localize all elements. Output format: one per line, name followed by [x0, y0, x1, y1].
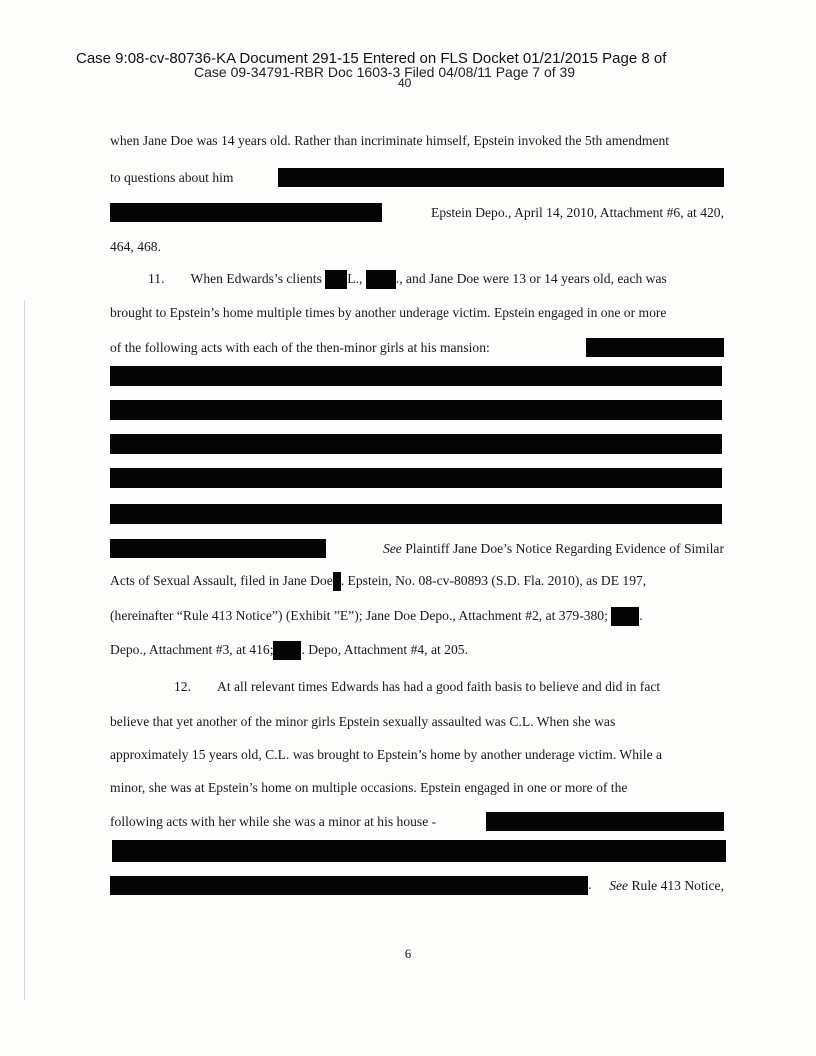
body-line-5: 11. When Edwards’s clients L., ., and Jane Doe were 13 or 14 years old, each was	[110, 270, 724, 289]
redaction-bar	[112, 840, 726, 862]
bankruptcy-header-stamp: Case 09-34791-RBR Doc 1603-3 Filed 04/08/11 Page 7 of 39	[194, 64, 576, 80]
redaction-block	[586, 338, 724, 357]
body-line-1: when Jane Doe was 14 years old. Rather than incriminate himself, Epstein invoked the 5th amendment	[110, 133, 670, 148]
page-total-stamp: 40	[398, 76, 412, 90]
redaction-bar	[110, 434, 722, 454]
paragraph-number: 12.	[174, 679, 191, 694]
redaction-block	[333, 572, 341, 591]
body-line-16: following acts with her while she was a minor at his house -	[110, 812, 724, 831]
redaction-bar	[110, 366, 722, 386]
body-line-8: See Plaintiff Jane Doe’s Notice Regarding Evidence of Similar	[110, 539, 724, 558]
redaction-bar	[110, 504, 722, 524]
body-line-12: 12. At all relevant times Edwards has had a good faith basis to believe and did in fact	[174, 679, 661, 694]
redaction-block	[278, 168, 724, 187]
body-line-11: Depo., Attachment #3, at 416; . Depo, Attachment #4, at 205.	[110, 641, 724, 660]
redaction-block	[325, 270, 347, 289]
body-line-18: . See Rule 413 Notice,	[110, 876, 724, 895]
body-line-4: 464, 468.	[110, 239, 161, 254]
body-line-6: brought to Epstein’s home multiple times by another underage victim. Epstein engaged in one or more	[110, 305, 667, 320]
body-line-9: Acts of Sexual Assault, filed in Jane Doe . Epstein, No. 08-cv-80893 (S.D. Fla. 2010), as DE 197,	[110, 572, 724, 591]
redaction-bar	[110, 400, 722, 420]
redaction-block	[110, 539, 326, 558]
body-line-13: believe that yet another of the minor girls Epstein sexually assaulted was C.L. When she was	[110, 714, 616, 729]
body-line-10: (hereinafter “Rule 413 Notice”) (Exhibit ”E”); Jane Doe Depo., Attachment #2, at 379-380; .	[110, 607, 724, 626]
paragraph-number: 11.	[148, 271, 165, 286]
filing-header-stamp: Case 9:08-cv-80736-KA Document 291-15 Entered on FLS Docket 01/21/2015 Page 8 of	[76, 50, 667, 67]
redaction-block	[110, 203, 382, 222]
body-line-2: to questions about him	[110, 168, 724, 187]
page-number: 6	[404, 946, 412, 961]
scan-margin-line	[24, 300, 25, 1000]
redaction-block	[611, 607, 639, 626]
body-line-3: Epstein Depo., April 14, 2010, Attachment #6, at 420,	[110, 203, 724, 222]
redaction-block	[366, 270, 396, 289]
redaction-block	[486, 812, 724, 831]
redaction-block	[110, 876, 588, 895]
redaction-block	[273, 641, 301, 660]
body-line-15: minor, she was at Epstein’s home on multiple occasions. Epstein engaged in one or more of the	[110, 780, 628, 795]
redaction-bar	[110, 468, 722, 488]
body-line-14: approximately 15 years old, C.L. was brought to Epstein’s home by another underage victim. While a	[110, 747, 663, 762]
body-line-7: of the following acts with each of the then-minor girls at his mansion:	[110, 338, 724, 357]
